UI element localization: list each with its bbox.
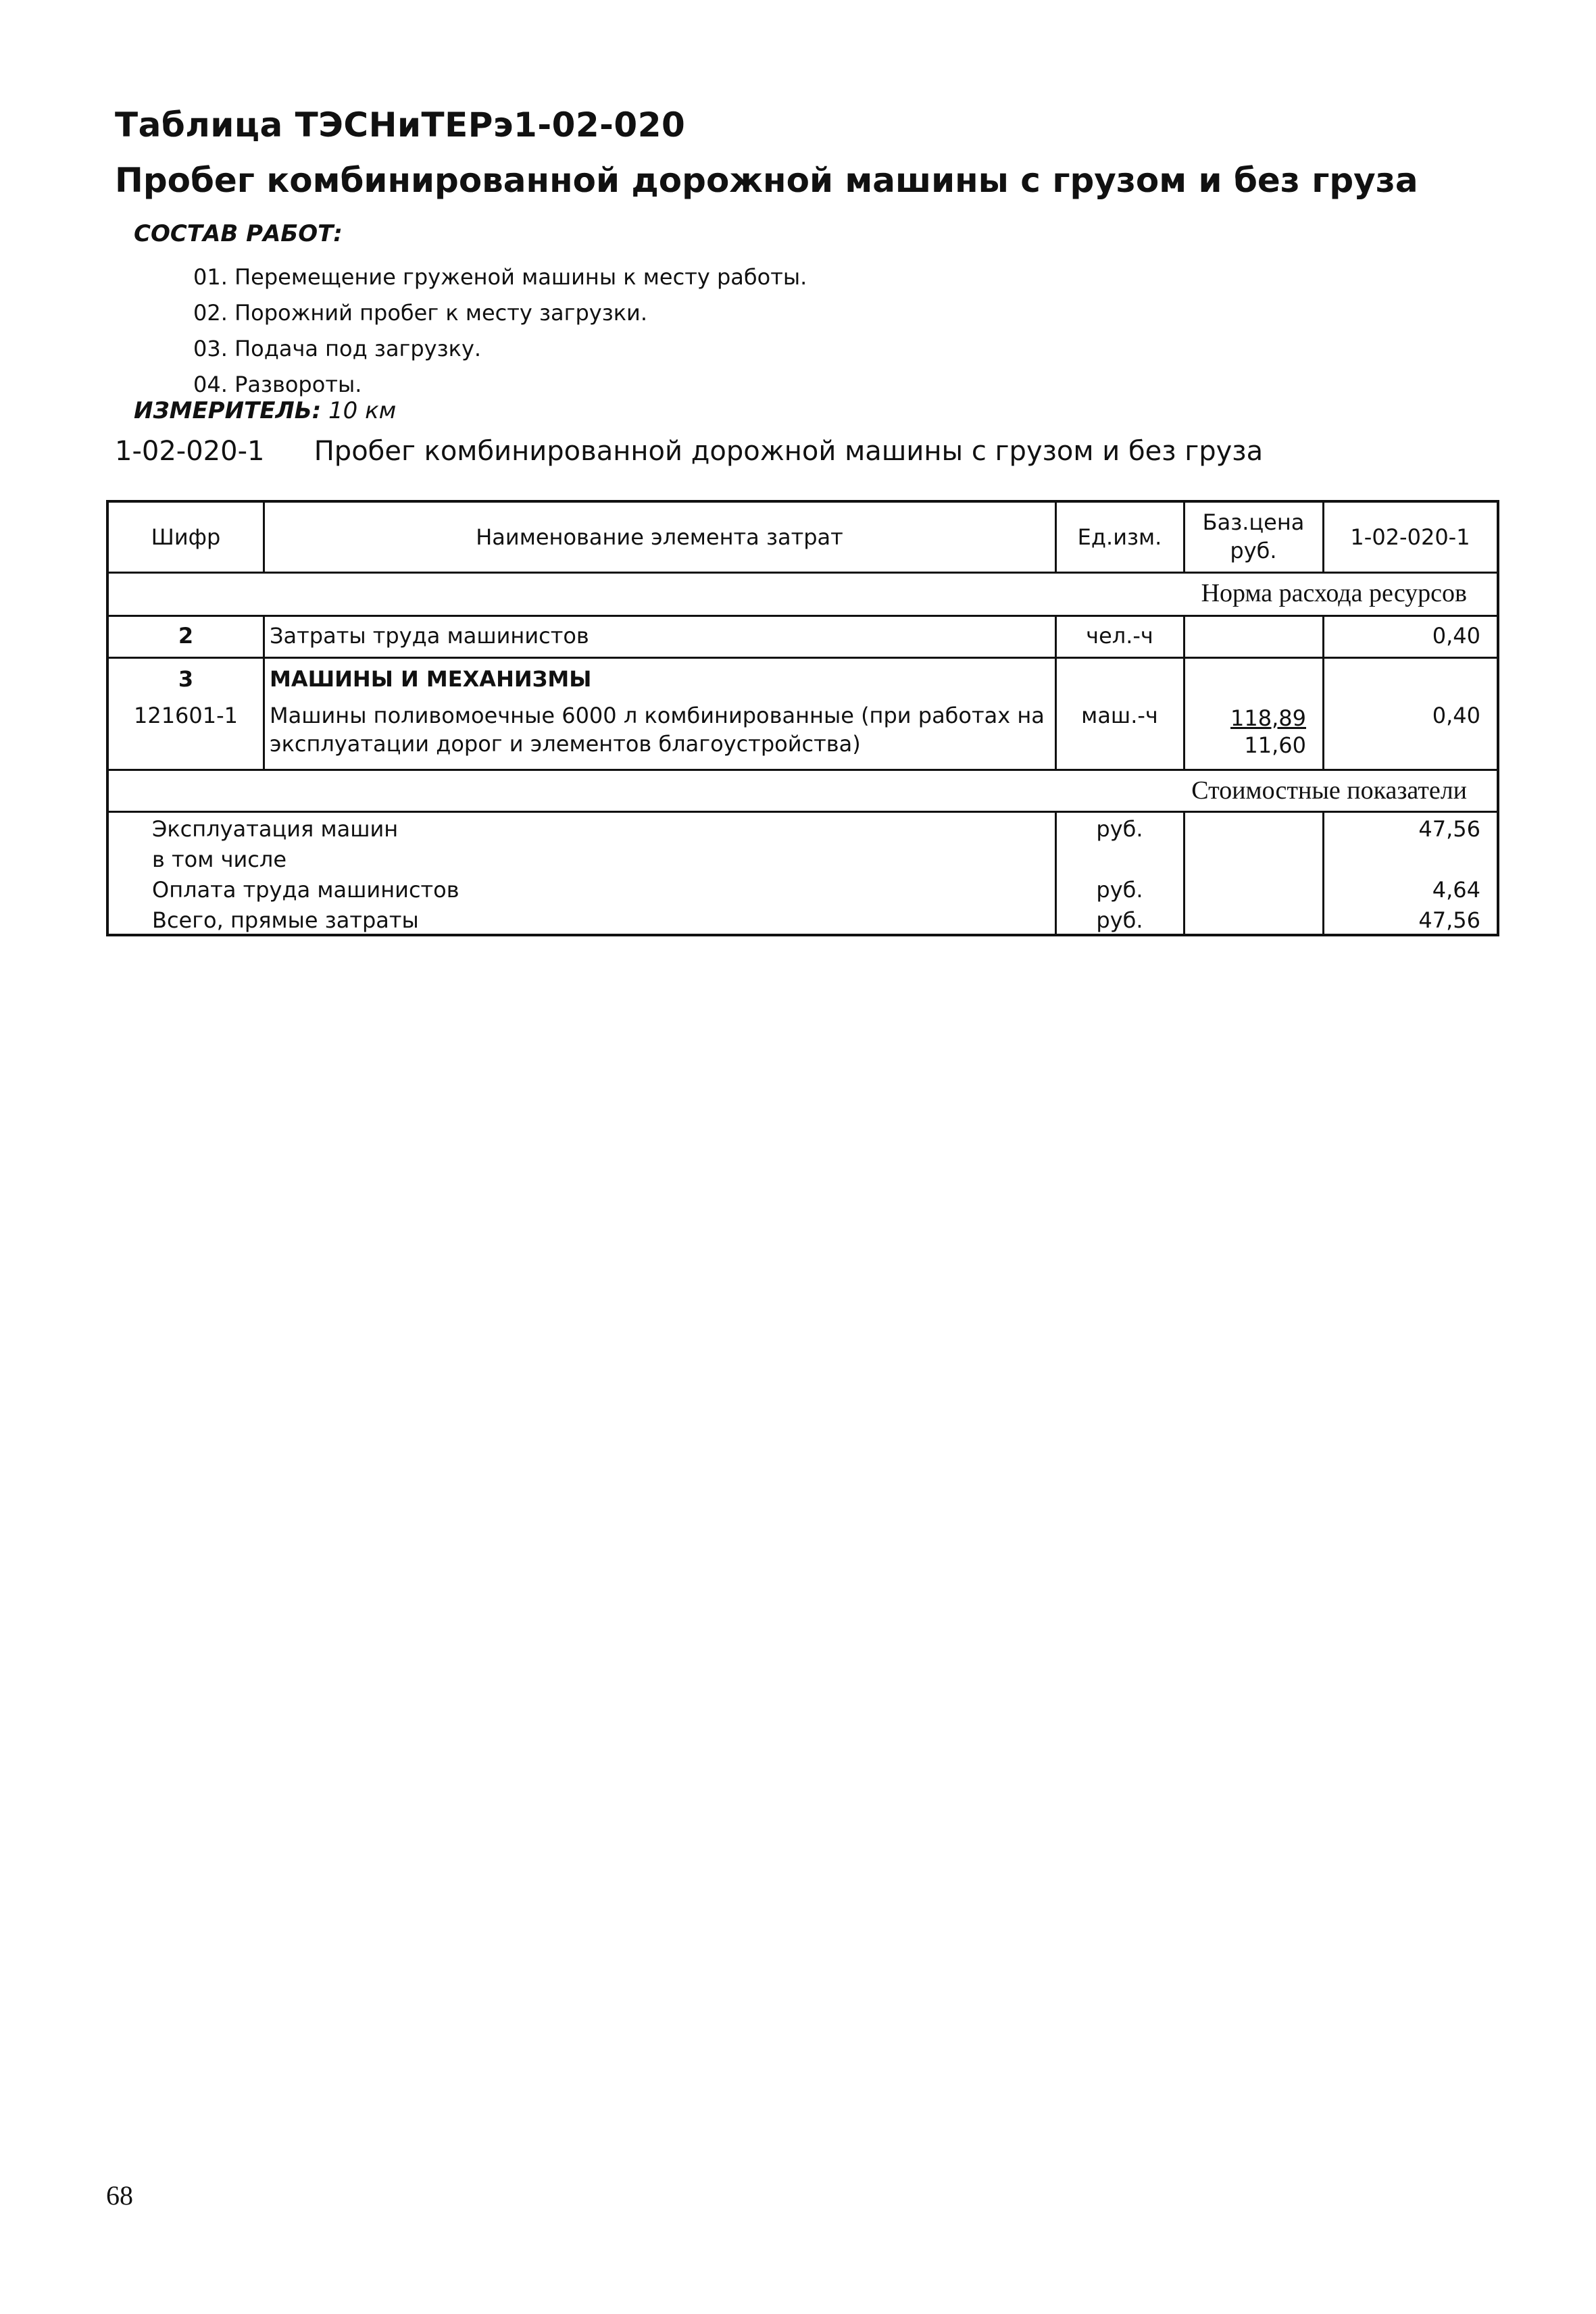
work-item: 01. Перемещение груженой машины к месту работы.: [193, 264, 807, 290]
row-name-line2: эксплуатации дорог и элементов благоустройства): [270, 731, 861, 757]
cost-row-value: 47,56: [1418, 816, 1480, 842]
header-norm: 1-02-020-1: [1350, 524, 1470, 550]
row-value: 0,40: [1432, 703, 1480, 728]
row-unit: маш.-ч: [1081, 703, 1158, 728]
section-name: Пробег комбинированной дорожной машины с грузом и без груза: [314, 436, 1264, 467]
cost-section-label: Стоимостные показатели: [1191, 776, 1467, 805]
work-item: 02. Порожний пробег к месту загрузки.: [193, 300, 647, 326]
row-name-line1: Машины поливомоечные 6000 л комбинированные (при работах на: [270, 703, 1045, 728]
cost-row-unit: руб.: [1096, 816, 1143, 842]
cost-row-name: Всего, прямые затраты: [152, 907, 419, 933]
measure-label: ИЗМЕРИТЕЛЬ:: [134, 397, 322, 424]
page-subtitle: Пробег комбинированной дорожной машины с грузом и без груза: [115, 161, 1418, 200]
cost-row-name: Оплата труда машинистов: [152, 877, 459, 903]
row-code: 121601-1: [133, 703, 239, 728]
row-code: 2: [178, 623, 194, 649]
section-title: [115, 436, 1263, 467]
norm-table: [106, 500, 1499, 936]
price-base: 118,89: [1230, 705, 1306, 731]
group-name: МАШИНЫ И МЕХАНИЗМЫ: [270, 666, 592, 692]
price-labor: 11,60: [1244, 732, 1306, 758]
row-code: 3: [178, 666, 194, 692]
cost-row-name: Эксплуатация машин: [152, 816, 399, 842]
work-composition-label: СОСТАВ РАБОТ:: [134, 220, 343, 247]
work-item: 04. Развороты.: [193, 372, 362, 397]
header-name: Наименование элемента затрат: [476, 524, 843, 550]
cost-row-unit: руб.: [1096, 907, 1143, 933]
cost-row-value: 4,64: [1432, 877, 1480, 903]
header-unit: Ед.изм.: [1077, 524, 1162, 550]
measure: [134, 397, 396, 424]
page-title: Таблица ТЭСНиТЕРэ1-02-020: [115, 105, 686, 145]
work-item: 03. Подача под загрузку.: [193, 336, 482, 361]
section-code: 1-02-020-1: [115, 436, 265, 467]
row-name: Затраты труда машинистов: [270, 623, 589, 649]
cost-row-name: в том числе: [152, 847, 286, 872]
header-price-line2: руб.: [1230, 538, 1277, 563]
row-value: 0,40: [1432, 623, 1480, 649]
measure-value: 10 км: [328, 397, 397, 424]
page-number: 68: [106, 2180, 133, 2211]
work-list: [193, 259, 807, 403]
cost-row-unit: руб.: [1096, 877, 1143, 903]
cost-row-value: 47,56: [1418, 907, 1480, 933]
norm-section-label: Норма расхода ресурсов: [1201, 579, 1467, 607]
row-unit: чел.-ч: [1086, 623, 1153, 649]
header-price-line1: Баз.цена: [1202, 509, 1305, 535]
header-code: Шифр: [151, 524, 221, 550]
